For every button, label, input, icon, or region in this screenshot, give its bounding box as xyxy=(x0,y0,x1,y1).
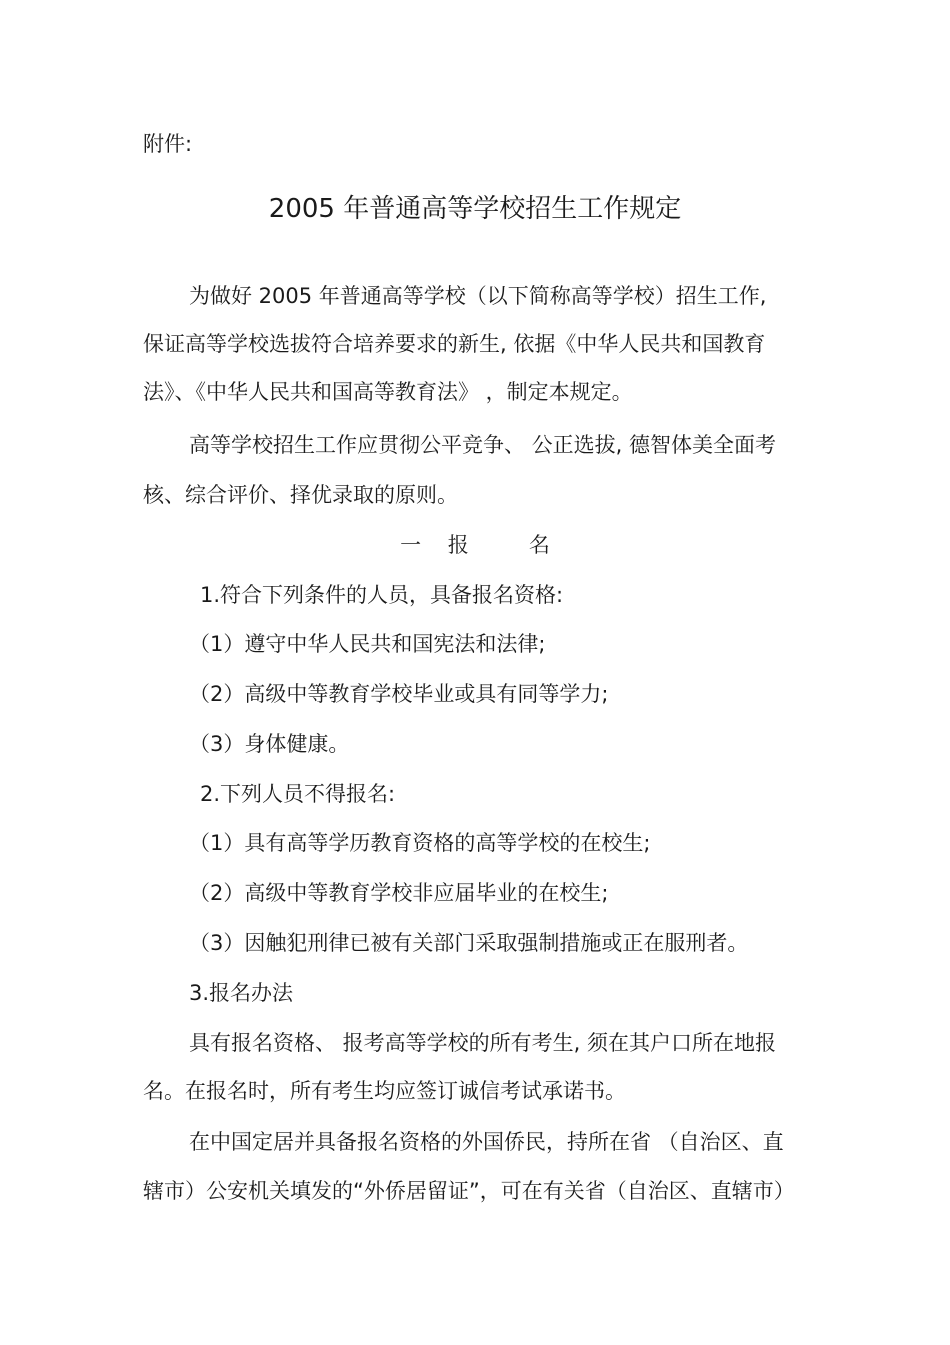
item3-para2-line-1: 在中国定居并具备报名资格的外国侨民，持所在省 （自治区、直 xyxy=(189,1130,784,1154)
intro-line-1: 为做好 2005 年普通高等学校（以下简称高等学校）招生工作, xyxy=(189,284,767,308)
item3-para2-line-2: 辖市）公安机关填发的“外侨居留证”，可在有关省（自治区、直辖市） xyxy=(143,1179,795,1203)
principle-line-2: 核、综合评价、择优录取的原则。 xyxy=(143,483,458,507)
item3-para1-line-2: 名。在报名时，所有考生均应签订诚信考试承诺书。 xyxy=(143,1079,626,1103)
section-heading-registration: 一 报 名 xyxy=(400,533,550,557)
intro-line-3: 法》、《中华人民共和国高等教育法》 ，制定本规定。 xyxy=(143,380,633,404)
item3-para1-line-1: 具有报名资格、 报考高等学校的所有考生, 须在其户口所在地报 xyxy=(189,1031,777,1055)
item1-list-2: （2）高级中等教育学校毕业或具有同等学力; xyxy=(189,682,609,706)
intro-line-2: 保证高等学校选拔符合培养要求的新生, 依据《中华人民共和国教育 xyxy=(143,332,766,356)
document-title: 2005 年普通高等学校招生工作规定 xyxy=(268,194,682,224)
item2-list-1: （1）具有高等学历教育资格的高等学校的在校生; xyxy=(189,831,651,855)
principle-line-1: 高等学校招生工作应贯彻公平竞争、 公正选拔, 德智体美全面考 xyxy=(189,433,777,457)
item1-list-3: （3）身体健康。 xyxy=(189,732,350,756)
attachment-label: 附件: xyxy=(143,132,193,156)
item3-title: 3.报名办法 xyxy=(189,981,294,1005)
item2-list-2: （2）高级中等教育学校非应届毕业的在校生; xyxy=(189,881,609,905)
item1-title: 1.符合下列条件的人员，具备报名资格: xyxy=(200,583,564,607)
item2-list-3: （3）因触犯刑律已被有关部门采取强制措施或正在服刑者。 xyxy=(189,931,749,955)
item2-title: 2.下列人员不得报名: xyxy=(200,782,396,806)
item1-list-1: （1）遵守中华人民共和国宪法和法律; xyxy=(189,632,546,656)
